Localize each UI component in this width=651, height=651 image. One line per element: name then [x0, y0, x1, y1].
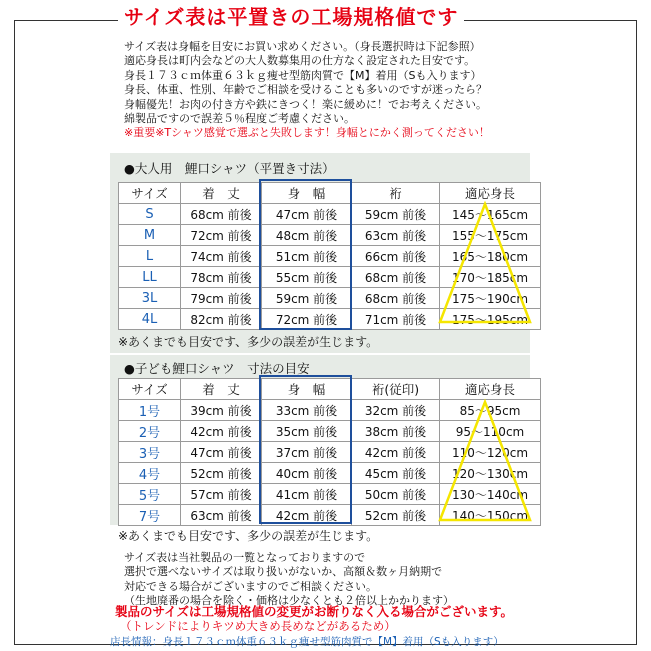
- size-label: 4L: [119, 309, 181, 330]
- page-title: サイズ表は平置きの工場規格値です: [118, 2, 464, 32]
- sleeve-cell: 59cm 前後: [352, 204, 440, 225]
- width-cell: 41cm 前後: [262, 484, 352, 505]
- height-cell: 110～120cm: [440, 442, 541, 463]
- sleeve-cell: 52cm 前後: [352, 505, 440, 526]
- height-cell: 145～165cm: [440, 204, 541, 225]
- sleeve-cell: 68cm 前後: [352, 267, 440, 288]
- length-cell: 78cm 前後: [181, 267, 262, 288]
- footer-line: サイズ表は当社製品の一覧となっておりますので: [124, 551, 366, 564]
- length-cell: 82cm 前後: [181, 309, 262, 330]
- table-row: [119, 204, 541, 225]
- footer-line: （生地廃番の場合を除く・価格は少なくとも２倍以上かかります）: [124, 594, 454, 608]
- height-cell: 140～150cm: [440, 505, 541, 526]
- size-label: 3L: [119, 288, 181, 309]
- table-row: [119, 484, 541, 505]
- sleeve-cell: 50cm 前後: [352, 484, 440, 505]
- intro-line: 身長１７３ｃｍ体重６３ｋｇ痩せ型筋肉質で【M】着用（Sも入ります）: [124, 68, 482, 82]
- footer-line: 選択で選べないサイズは取り扱いがないか、高額＆数ヶ月納期で: [124, 565, 443, 579]
- size-label: M: [119, 225, 181, 246]
- table-row: [119, 225, 541, 246]
- length-cell: 74cm 前後: [181, 246, 262, 267]
- footer-line: 対応できる場合がございますのでご相談ください。: [124, 579, 377, 593]
- table-row: [119, 267, 541, 288]
- table-row: [119, 246, 541, 267]
- length-cell: 79cm 前後: [181, 288, 262, 309]
- length-cell: 68cm 前後: [181, 204, 262, 225]
- intro-line: 身幅優先！お肉の付き方や鉄にきつく！楽に緩めに！でお考えください。: [124, 97, 487, 111]
- header-length: 着 丈: [181, 379, 262, 400]
- header-height: 適応身長: [440, 379, 541, 400]
- sleeve-cell: 71cm 前後: [352, 309, 440, 330]
- length-cell: 63cm 前後: [181, 505, 262, 526]
- store-manager-info: 店長情報：身長１７３ｃｍ体重６３ｋｇ痩せ型筋肉質で【M】着用（Sも入ります）: [110, 636, 504, 648]
- child-heading: ●子ども鯉口シャツ 寸法の目安: [124, 361, 310, 376]
- size-label: 2号: [119, 421, 181, 442]
- length-cell: 52cm 前後: [181, 463, 262, 484]
- size-label: S: [119, 204, 181, 225]
- table-row: [119, 288, 541, 309]
- length-cell: 57cm 前後: [181, 484, 262, 505]
- height-cell: 95～110cm: [440, 421, 541, 442]
- size-label: LL: [119, 267, 181, 288]
- size-label: 4号: [119, 463, 181, 484]
- length-cell: 42cm 前後: [181, 421, 262, 442]
- width-cell: 48cm 前後: [262, 225, 352, 246]
- trend-notice: （トレンドによりキツめ大きめ長めなどがあるため）: [120, 619, 396, 633]
- intro-line: 綿製品ですので誤差５％程度ご考慮ください。: [124, 112, 355, 126]
- sleeve-cell: 68cm 前後: [352, 288, 440, 309]
- intro-line: サイズ表は身幅を目安にお買い求めください。（身長選択時は下記参照）: [124, 40, 481, 53]
- intro-line: 身長、体重、性別、年齢でご相談を受けることも多いのですが迷ったら？: [124, 83, 487, 97]
- table-row: [119, 442, 541, 463]
- height-cell: 165～180cm: [440, 246, 541, 267]
- intro-text: [124, 40, 490, 141]
- header-size: サイズ: [119, 183, 181, 204]
- width-cell: 42cm 前後: [262, 505, 352, 526]
- height-cell: 175～190cm: [440, 288, 541, 309]
- height-cell: 155～175cm: [440, 225, 541, 246]
- adult-note: ※あくまでも目安です、多少の誤差が生じます。: [118, 335, 379, 349]
- sleeve-cell: 63cm 前後: [352, 225, 440, 246]
- header-sleeve: 裄(従印): [352, 379, 440, 400]
- width-cell: 40cm 前後: [262, 463, 352, 484]
- sleeve-cell: 32cm 前後: [352, 400, 440, 421]
- header-width: 身 幅: [262, 183, 352, 204]
- sleeve-cell: 45cm 前後: [352, 463, 440, 484]
- width-cell: 55cm 前後: [262, 267, 352, 288]
- width-cell: 35cm 前後: [262, 421, 352, 442]
- size-label: 3号: [119, 442, 181, 463]
- height-cell: 170～185cm: [440, 267, 541, 288]
- header-width: 身 幅: [262, 379, 352, 400]
- warning-line: ※重要※Tシャツ感覚で選ぶと失敗します！身幅とにかく測ってください！: [124, 126, 490, 140]
- width-cell: 37cm 前後: [262, 442, 352, 463]
- size-label: L: [119, 246, 181, 267]
- length-cell: 39cm 前後: [181, 400, 262, 421]
- width-cell: 72cm 前後: [262, 309, 352, 330]
- table-row: [119, 505, 541, 526]
- table-row: [119, 400, 541, 421]
- table-header-row: [119, 379, 541, 400]
- length-cell: 47cm 前後: [181, 442, 262, 463]
- height-cell: 120～130cm: [440, 463, 541, 484]
- sleeve-cell: 38cm 前後: [352, 421, 440, 442]
- height-cell: 85～95cm: [440, 400, 541, 421]
- height-cell: 175～195cm: [440, 309, 541, 330]
- header-length: 着 丈: [181, 183, 262, 204]
- table-row: [119, 309, 541, 330]
- child-note: ※あくまでも目安です、多少の誤差が生じます。: [118, 529, 379, 543]
- width-cell: 33cm 前後: [262, 400, 352, 421]
- factory-spec-notice: 製品のサイズは工場規格値の変更がお断りなく入る場合がございます。: [115, 604, 514, 619]
- size-label: 1号: [119, 400, 181, 421]
- width-cell: 59cm 前後: [262, 288, 352, 309]
- length-cell: 72cm 前後: [181, 225, 262, 246]
- child-size-table: [118, 378, 541, 526]
- width-cell: 51cm 前後: [262, 246, 352, 267]
- width-cell: 47cm 前後: [262, 204, 352, 225]
- table-row: [119, 463, 541, 484]
- size-label: 5号: [119, 484, 181, 505]
- adult-heading: ●大人用 鯉口シャツ（平置き寸法）: [124, 161, 335, 176]
- header-height: 適応身長: [440, 183, 541, 204]
- intro-line: 適応身長は町内会などの大人数募集用の仕方なく設定された目安です。: [124, 54, 476, 68]
- height-cell: 130～140cm: [440, 484, 541, 505]
- header-sleeve: 裄: [352, 183, 440, 204]
- table-row: [119, 421, 541, 442]
- table-header-row: [119, 183, 541, 204]
- adult-size-table: [118, 182, 541, 330]
- sleeve-cell: 42cm 前後: [352, 442, 440, 463]
- header-size: サイズ: [119, 379, 181, 400]
- footer-text: [124, 551, 454, 609]
- sleeve-cell: 66cm 前後: [352, 246, 440, 267]
- size-label: 7号: [119, 505, 181, 526]
